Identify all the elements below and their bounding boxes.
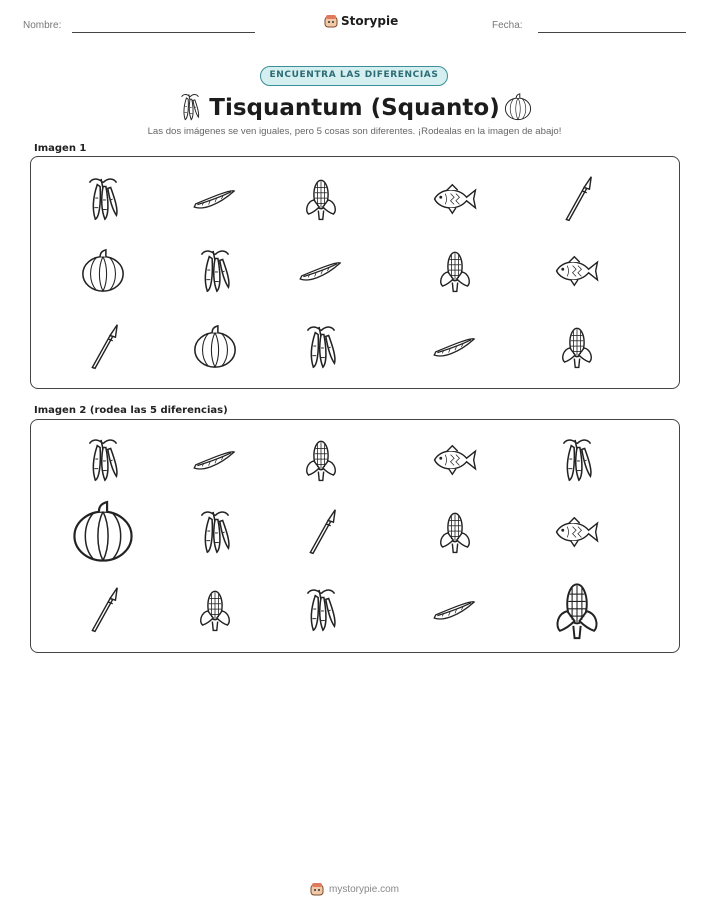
image2-label: Imagen 2 (rodea las 5 diferencias) [34, 405, 228, 416]
instructions: Las dos imágenes se ven iguales, pero 5 cosas son diferentes. ¡Rodealas en la imagen de abajo! [147, 126, 562, 137]
fish-icon [431, 175, 479, 223]
corn-icon [431, 247, 479, 295]
beans-icon [79, 175, 127, 223]
beans-icon [191, 247, 239, 295]
canoe-icon [191, 175, 239, 223]
footer-url: mystorypie.com [328, 883, 399, 895]
worksheet-header [0, 14, 709, 40]
fish-icon [553, 247, 601, 295]
beans-icon [191, 508, 239, 556]
pumpkin-icon [503, 92, 533, 122]
corn-icon [544, 577, 610, 643]
page-title: Tisquantum (Squanto) [209, 95, 500, 121]
spear-icon [79, 323, 127, 371]
canoe-icon [297, 247, 345, 295]
beans-icon [297, 586, 345, 634]
beans-icon [178, 92, 202, 122]
brand-logo [324, 14, 398, 28]
name-field[interactable] [72, 32, 255, 33]
corn-icon [297, 436, 345, 484]
pumpkin-icon [191, 323, 239, 371]
footer [0, 880, 709, 898]
date-field[interactable] [538, 32, 686, 33]
date-label: Fecha: [492, 20, 523, 31]
spear-icon [553, 175, 601, 223]
canoe-icon [431, 323, 479, 371]
canoe-icon [191, 436, 239, 484]
fish-icon [431, 436, 479, 484]
brand-name: Storypie [341, 14, 399, 28]
image1-label: Imagen 1 [34, 143, 87, 154]
beans-icon [297, 323, 345, 371]
spear-icon [297, 508, 345, 556]
title-row [0, 92, 709, 124]
image2-panel[interactable] [30, 419, 680, 653]
corn-icon [553, 323, 601, 371]
corn-icon [431, 508, 479, 556]
fish-icon [553, 508, 601, 556]
pumpkin-icon [79, 247, 127, 295]
corn-icon [191, 586, 239, 634]
pumpkin-icon [69, 498, 137, 566]
spear-icon [79, 586, 127, 634]
beans-icon [553, 436, 601, 484]
storypie-mascot-icon [310, 882, 324, 896]
beans-icon [79, 436, 127, 484]
canoe-icon [431, 586, 479, 634]
storypie-mascot-icon [324, 14, 338, 28]
corn-icon [297, 175, 345, 223]
activity-badge: ENCUENTRA LAS DIFERENCIAS [260, 66, 448, 86]
name-label: Nombre: [23, 20, 62, 31]
image1-panel [30, 156, 680, 389]
